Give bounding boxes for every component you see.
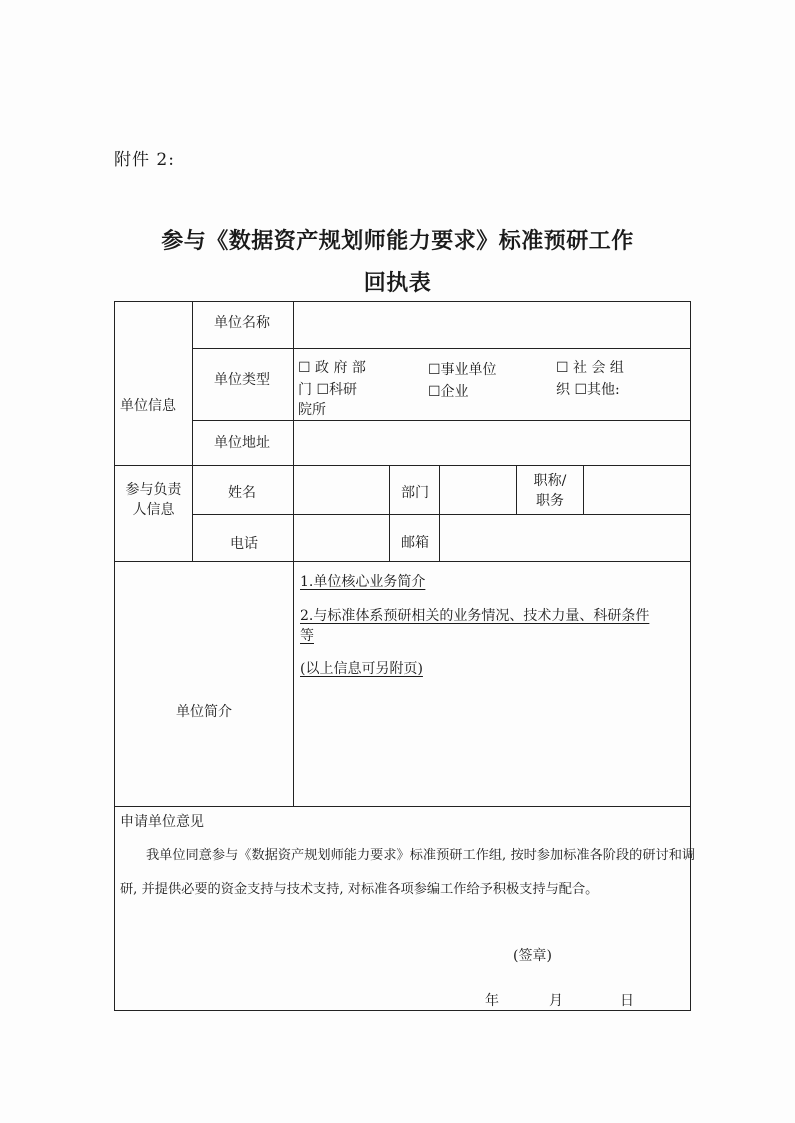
contact-name-label: 姓名 (228, 485, 256, 501)
contact-name-field[interactable] (294, 466, 389, 514)
contact-dept-label: 部门 (401, 485, 429, 501)
unit-type-option-enterprise[interactable]: ☐企业 (428, 384, 469, 400)
date-day-label: 日 (620, 993, 634, 1009)
opinion-statement-line2: 研, 并提供必要的资金支持与技术支持, 对标准各项参编工作给予积极支持与配合。 (120, 882, 599, 897)
unit-type-option-research-cont: 院所 (298, 402, 326, 418)
unit-info-section-label: 单位信息 (120, 398, 176, 414)
profile-attachment-note: (以上信息可另附页) (300, 661, 423, 677)
contact-phone-field[interactable] (294, 515, 389, 561)
page-title: 参与《数据资产规划师能力要求》标准预研工作 (161, 229, 634, 254)
profile-field[interactable] (294, 690, 690, 804)
contact-section-line2: 人信息 (132, 502, 175, 518)
unit-type-option-other[interactable]: 织 ☐其他: (556, 382, 620, 398)
profile-section-label: 单位简介 (176, 704, 232, 720)
unit-type-option-gov[interactable]: ☐ 政 府 部 (298, 360, 366, 376)
contact-section-line1: 参与负责 (125, 482, 182, 498)
unit-type-option-research[interactable]: 门 ☐科研 (298, 382, 358, 398)
profile-item-related-capability-cont: 等 (300, 628, 314, 644)
contact-title-line2: 职务 (536, 493, 564, 509)
profile-item-core-business: 1.单位核心业务简介 (300, 574, 426, 590)
unit-name-label: 单位名称 (214, 315, 270, 331)
contact-title-field[interactable] (584, 466, 690, 514)
attachment-label: 附件 2: (114, 150, 175, 170)
page-title-line2: 回执表 (363, 271, 432, 296)
opinion-statement-line1: 我单位同意参与《数据资产规划师能力要求》标准预研工作组, 按时参加标准各阶段的研讨和调 (146, 848, 696, 863)
contact-title-line1: 职称/ (533, 473, 567, 489)
unit-type-option-social[interactable]: ☐ 社 会 组 (556, 360, 624, 376)
unit-address-field[interactable] (294, 421, 690, 465)
contact-email-field[interactable] (440, 515, 690, 561)
unit-address-label: 单位地址 (214, 435, 270, 451)
opinion-section-label: 申请单位意见 (120, 814, 204, 830)
contact-email-label: 邮箱 (401, 535, 429, 551)
date-year-label: 年 (485, 993, 499, 1009)
unit-name-field[interactable] (294, 302, 690, 348)
contact-section-label (115, 480, 192, 520)
profile-item-related-capability: 2.与标准体系预研相关的业务情况、技术力量、科研条件 (300, 608, 650, 624)
seal-label: (签章) (513, 948, 552, 964)
unit-type-option-institution[interactable]: ☐事业单位 (428, 362, 497, 378)
unit-type-label: 单位类型 (214, 372, 270, 388)
contact-dept-field[interactable] (440, 466, 516, 514)
contact-title-label (517, 471, 583, 511)
date-month-label: 月 (549, 993, 563, 1009)
contact-phone-label: 电话 (230, 536, 258, 552)
